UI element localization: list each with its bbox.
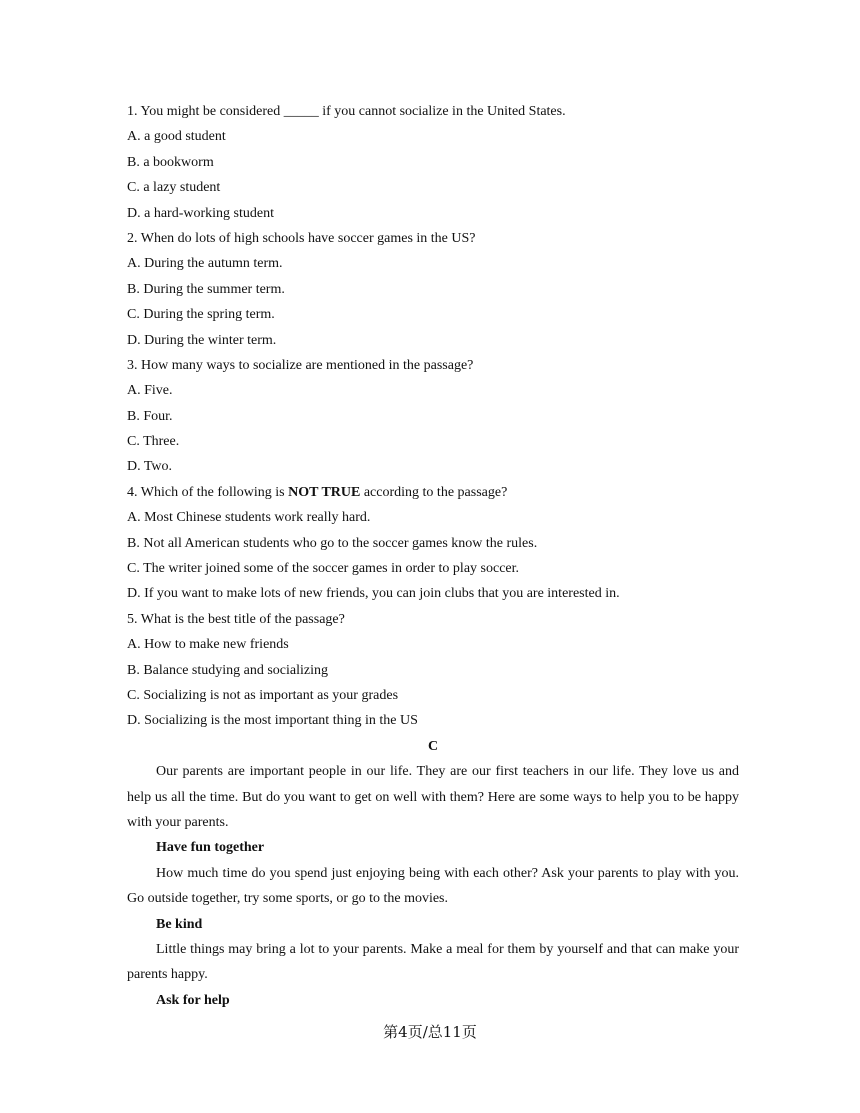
option-b: B. Not all American students who go to the soccer games know the rules. bbox=[127, 535, 538, 551]
question-2 bbox=[127, 226, 739, 353]
option-d: D. Socializing is the most important thing in the US bbox=[127, 713, 418, 729]
tip-heading: Be kind bbox=[156, 916, 203, 932]
question-stem: 3. How many ways to socialize are mentioned in the passage? bbox=[127, 357, 474, 373]
option-d: D. Two. bbox=[127, 459, 173, 475]
question-stem: 2. When do lots of high schools have soccer games in the US? bbox=[127, 230, 476, 246]
option-a: A. Most Chinese students work really hard. bbox=[127, 510, 371, 526]
question-stem: 1. You might be considered _____ if you cannot socialize in the United States. bbox=[127, 104, 566, 119]
stem-text: according to the passage? bbox=[360, 484, 508, 500]
option-d: D. If you want to make lots of new friends, you can join clubs that you are interested in. bbox=[127, 586, 620, 602]
option-c: C. Socializing is not as important as your grades bbox=[127, 687, 399, 703]
option-a: A. How to make new friends bbox=[127, 637, 289, 653]
option-c: C. Three. bbox=[127, 434, 180, 450]
section-label: C bbox=[427, 738, 439, 754]
question-4 bbox=[127, 480, 739, 607]
intro-paragraph: Our parents are important people in our life. They are our first teachers in our life. They love us and help us all the time. But do you want to get on well with them? Here are some ways to help you to be happy with your parents. bbox=[127, 764, 739, 830]
option-c: C. During the spring term. bbox=[127, 307, 275, 323]
question-1 bbox=[127, 99, 739, 226]
question-5 bbox=[127, 607, 739, 734]
option-c: C. The writer joined some of the soccer games in order to play soccer. bbox=[127, 561, 520, 577]
option-b: B. Balance studying and socializing bbox=[127, 662, 329, 678]
option-d: D. During the winter term. bbox=[127, 332, 277, 348]
tip-paragraph: How much time do you spend just enjoying being with each other? Ask your parents to play with you. Go outside together, try some sports, or go to the movies. bbox=[127, 865, 739, 907]
stem-emphasis: NOT TRUE bbox=[288, 484, 361, 500]
question-stem: 5. What is the best title of the passage? bbox=[127, 611, 345, 627]
question-3 bbox=[127, 353, 739, 480]
question-stem bbox=[127, 480, 739, 505]
page-number: 第4页/总11页 bbox=[383, 1023, 477, 1041]
option-c: C. a lazy student bbox=[127, 180, 221, 196]
option-b: B. During the summer term. bbox=[127, 281, 285, 297]
tip-heading: Ask for help bbox=[156, 992, 230, 1008]
option-b: B. Four. bbox=[127, 408, 173, 424]
option-b: B. a bookworm bbox=[127, 154, 214, 170]
option-a: A. a good student bbox=[127, 129, 226, 145]
document-body bbox=[127, 99, 739, 1013]
option-a: A. Five. bbox=[127, 383, 173, 399]
option-d: D. a hard-working student bbox=[127, 205, 274, 221]
tip-paragraph: Little things may bring a lot to your parents. Make a meal for them by yourself and that can make your parents happy. bbox=[127, 942, 739, 983]
stem-text: 4. Which of the following is bbox=[127, 484, 289, 500]
tip-heading: Have fun together bbox=[156, 840, 265, 856]
option-a: A. During the autumn term. bbox=[127, 256, 283, 272]
